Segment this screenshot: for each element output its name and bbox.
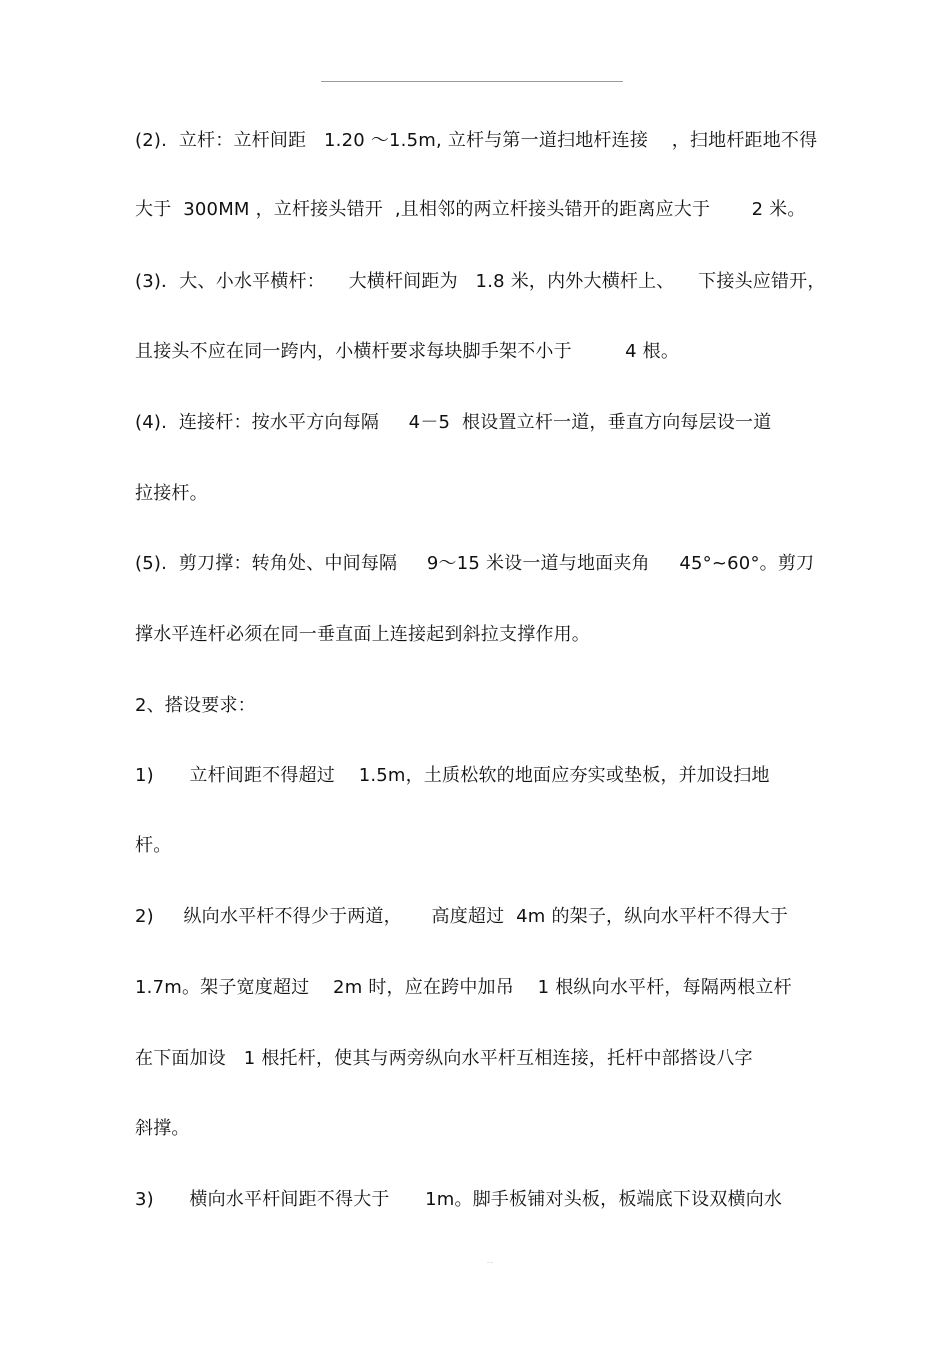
text-line: 3) 横向水平杆间距不得大于 1m。脚手板铺对头板，板端底下设双横向水 (135, 1189, 783, 1210)
section-heading: 2、搭设要求： (135, 695, 256, 716)
text-line: 撑水平连杆必须在同一垂直面上连接起到斜拉支撑作用。 (135, 624, 590, 645)
text-line: 在下面加设 1 根托杆，使其与两旁纵向水平杆互相连接，托杆中部搭设八字 (135, 1048, 753, 1069)
text-line: 大于 300MM ，立杆接头错开 ,且相邻的两立杆接头错开的距离应大于 2 米。 (135, 199, 806, 220)
header-rule (321, 81, 623, 82)
text-line: 1.7m。架子宽度超过 2m 时，应在跨中加吊 1 根纵向水平杆，每隔两根立杆 (135, 977, 792, 998)
footer-mark: ····· (487, 1260, 494, 1265)
text-line: 1) 立杆间距不得超过 1.5m，土质松软的地面应夯实或垫板，并加设扫地 (135, 765, 770, 786)
text-line: 拉接杆。 (135, 483, 208, 504)
text-line: 斜撑。 (135, 1118, 190, 1139)
text-line: 杆。 (135, 835, 172, 856)
text-line: (5). 剪刀撑：转角处、中间每隔 9～15 米设一道与地面夹角 45°~60°。剪刀 (135, 553, 815, 574)
text-line: (2). 立杆：立杆间距 1.20 ～1.5m, 立杆与第一道扫地杆连接 ，扫地杆距地不得 (135, 130, 818, 151)
text-line: (4). 连接杆：按水平方向每隔 4－5 根设置立杆一道，垂直方向每层设一道 (135, 412, 772, 433)
text-line: 2) 纵向水平杆不得少于两道， 高度超过 4m 的架子，纵向水平杆不得大于 (135, 906, 789, 927)
text-line: (3)．大、小水平横杆： 大横杆间距为 1.8 米，内外大横杆上、 下接头应错开， (135, 271, 826, 292)
text-line: 且接头不应在同一跨内，小横杆要求每块脚手架不小于 4 根。 (135, 341, 680, 362)
